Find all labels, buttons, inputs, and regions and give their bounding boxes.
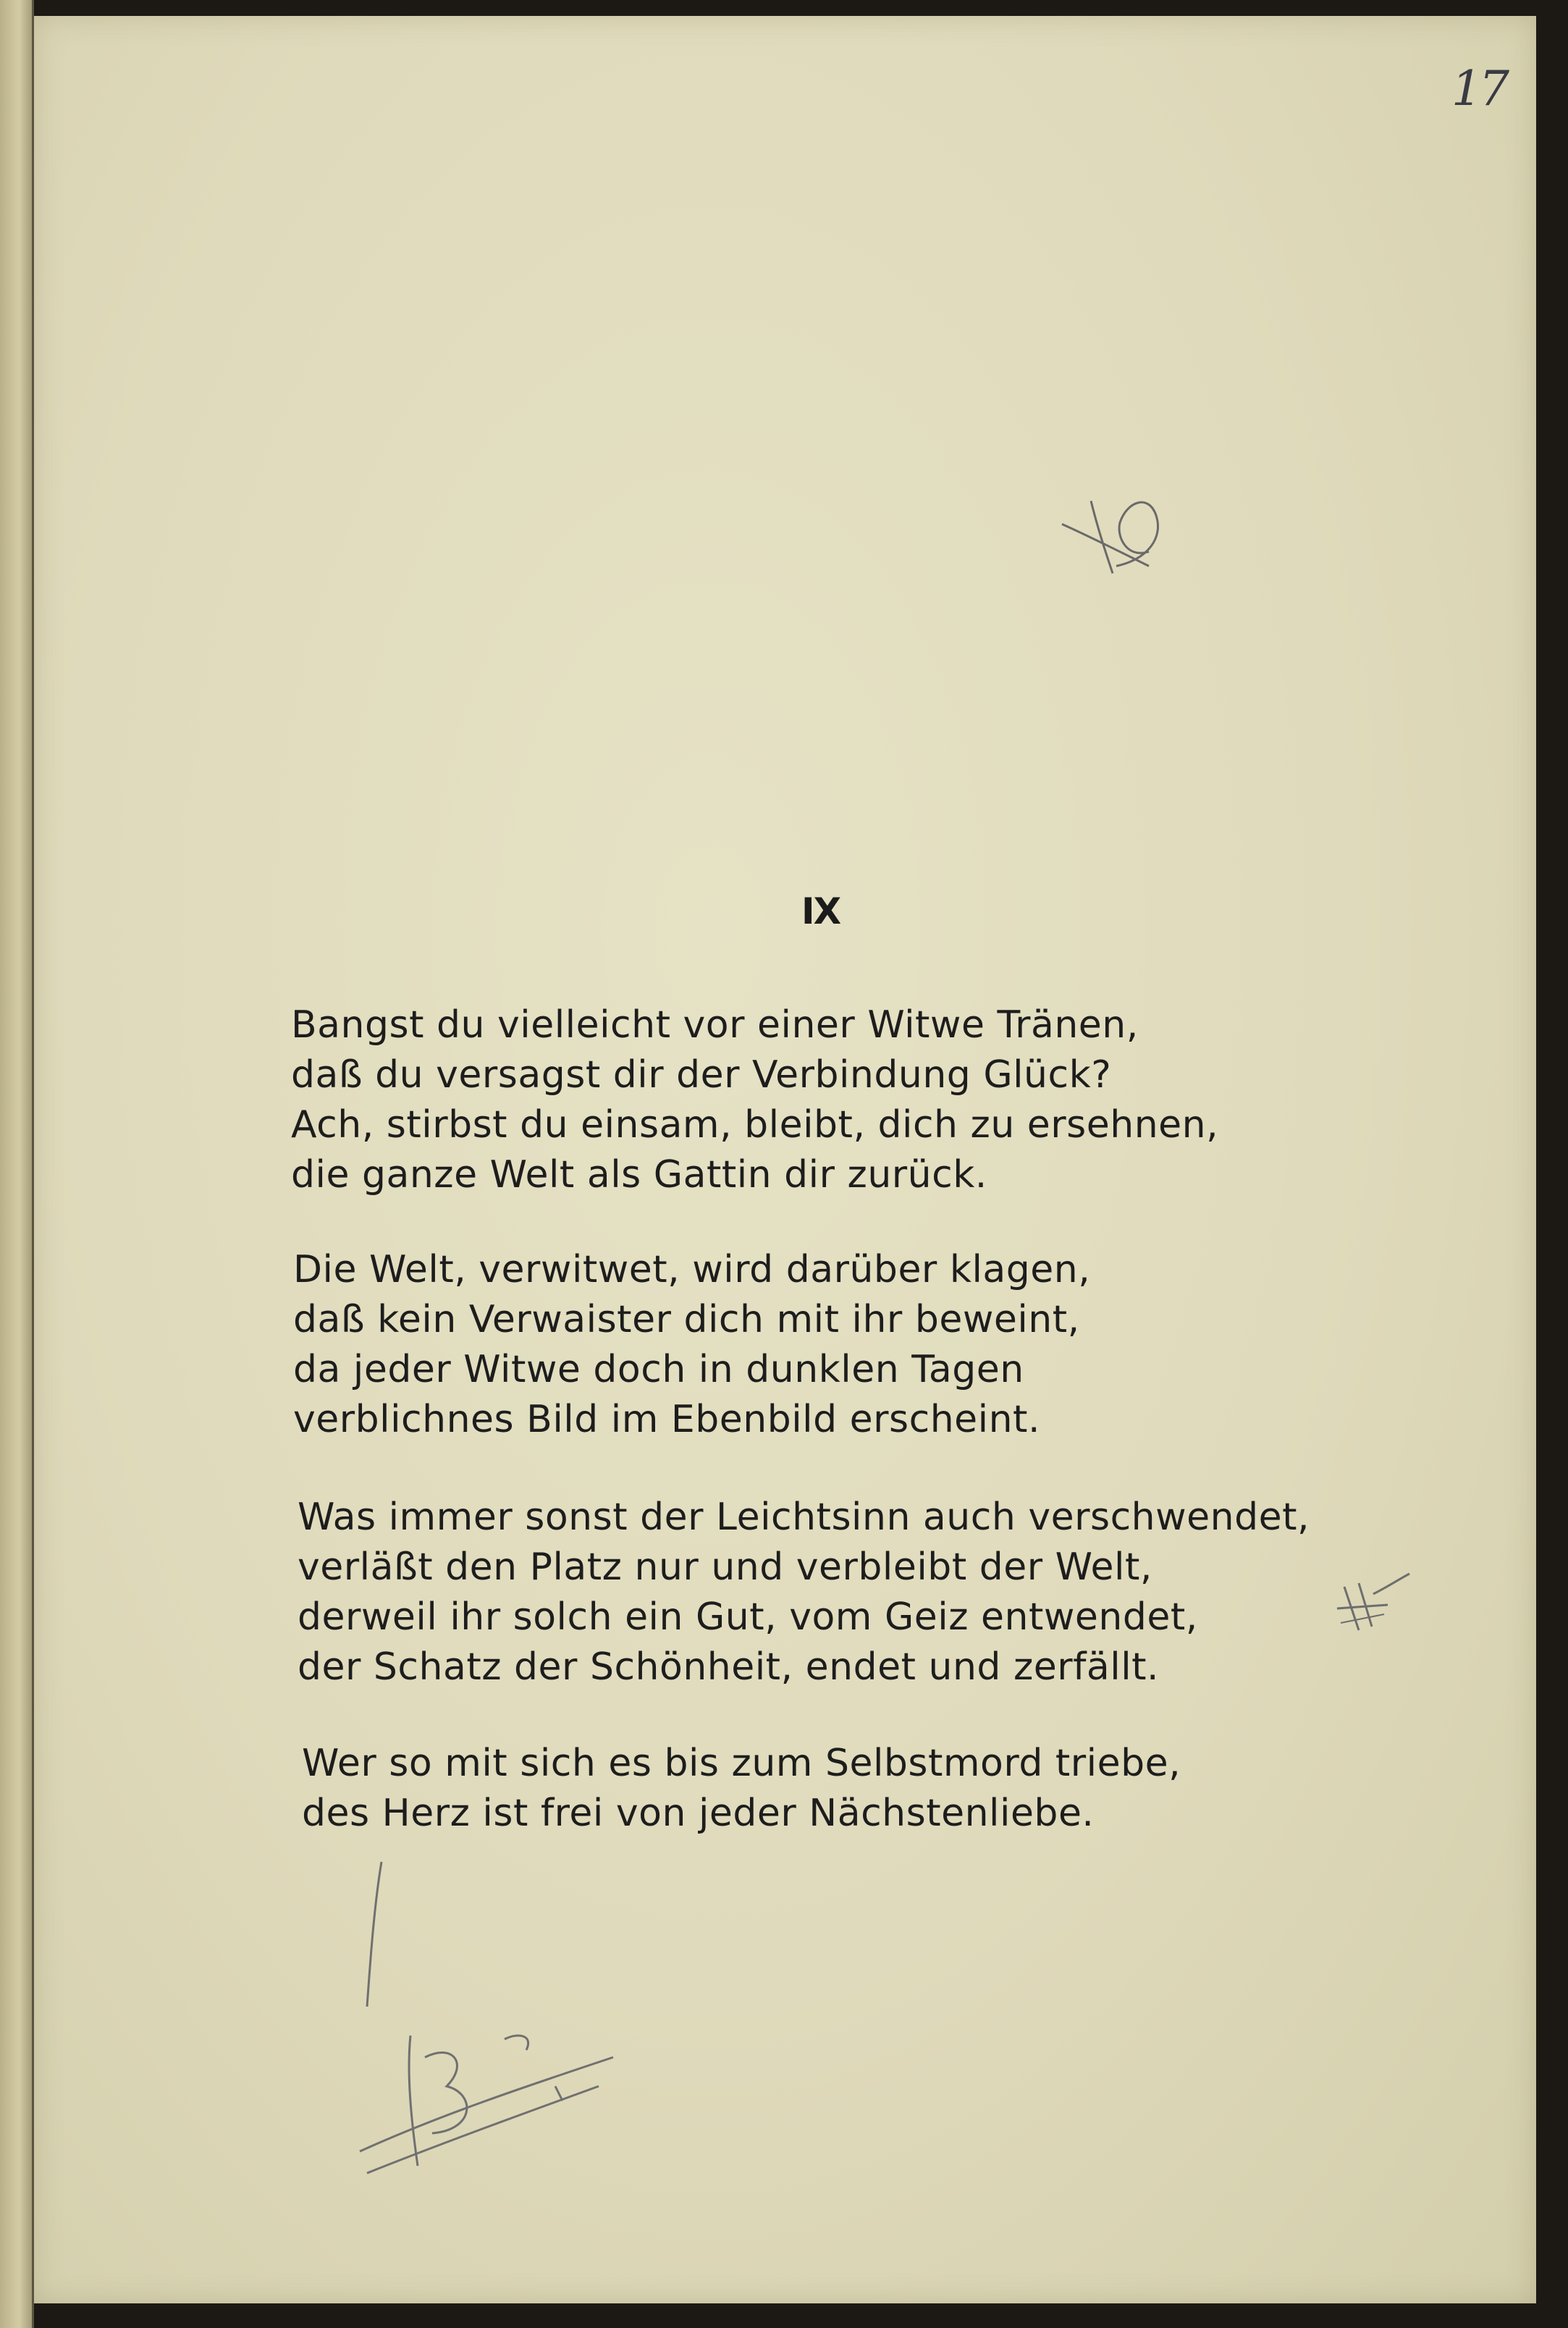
poem-line: Ach, stirbst du einsam, bleibt, dich zu ersehnen, — [291, 1103, 1219, 1147]
poem-line: die ganze Welt als Gattin dir zurück. — [291, 1153, 987, 1197]
poem-line: daß kein Verwaister dich mit ihr beweint, — [293, 1298, 1080, 1341]
poem-line: Die Welt, verwitwet, wird darüber klagen, — [293, 1248, 1091, 1291]
poem-line: daß du versagst dir der Verbindung Glück? — [291, 1053, 1112, 1097]
stanza-1 — [291, 1000, 1218, 1200]
poem-numeral: IX — [801, 890, 840, 932]
poem-line: Was immer sonst der Leichtsinn auch verschwendet, — [298, 1496, 1310, 1539]
stanza-4 — [302, 1739, 1181, 1839]
pencil-mark-margin — [1330, 1565, 1446, 1652]
poem-line: verläßt den Platz nur und verbleibt der Welt, — [298, 1545, 1152, 1589]
facing-page-edge — [0, 0, 34, 2328]
poem-line: verblichnes Bild im Ebenbild erscheint. — [293, 1398, 1040, 1441]
poem-line: derweil ihr solch ein Gut, vom Geiz entwendet, — [298, 1595, 1198, 1639]
stanza-3 — [298, 1493, 1310, 1692]
stanza-2 — [293, 1245, 1090, 1445]
poem-line: Bangst du vielleicht vor einer Witwe Tränen, — [291, 1003, 1139, 1047]
page-number: 17 — [1451, 61, 1506, 117]
book-page — [34, 16, 1536, 2303]
poem-line: der Schatz der Schönheit, endet und zerfällt. — [298, 1645, 1160, 1689]
poem-line: des Herz ist frei von jeder Nächstenliebe. — [302, 1792, 1095, 1835]
pencil-stroke-left — [353, 1855, 396, 2014]
pencil-mark-bottom — [338, 2007, 642, 2195]
poem-line: Wer so mit sich es bis zum Selbstmord triebe, — [302, 1742, 1181, 1785]
pencil-mark-top — [1048, 472, 1192, 588]
poem-line: da jeder Witwe doch in dunklen Tagen — [293, 1348, 1024, 1391]
